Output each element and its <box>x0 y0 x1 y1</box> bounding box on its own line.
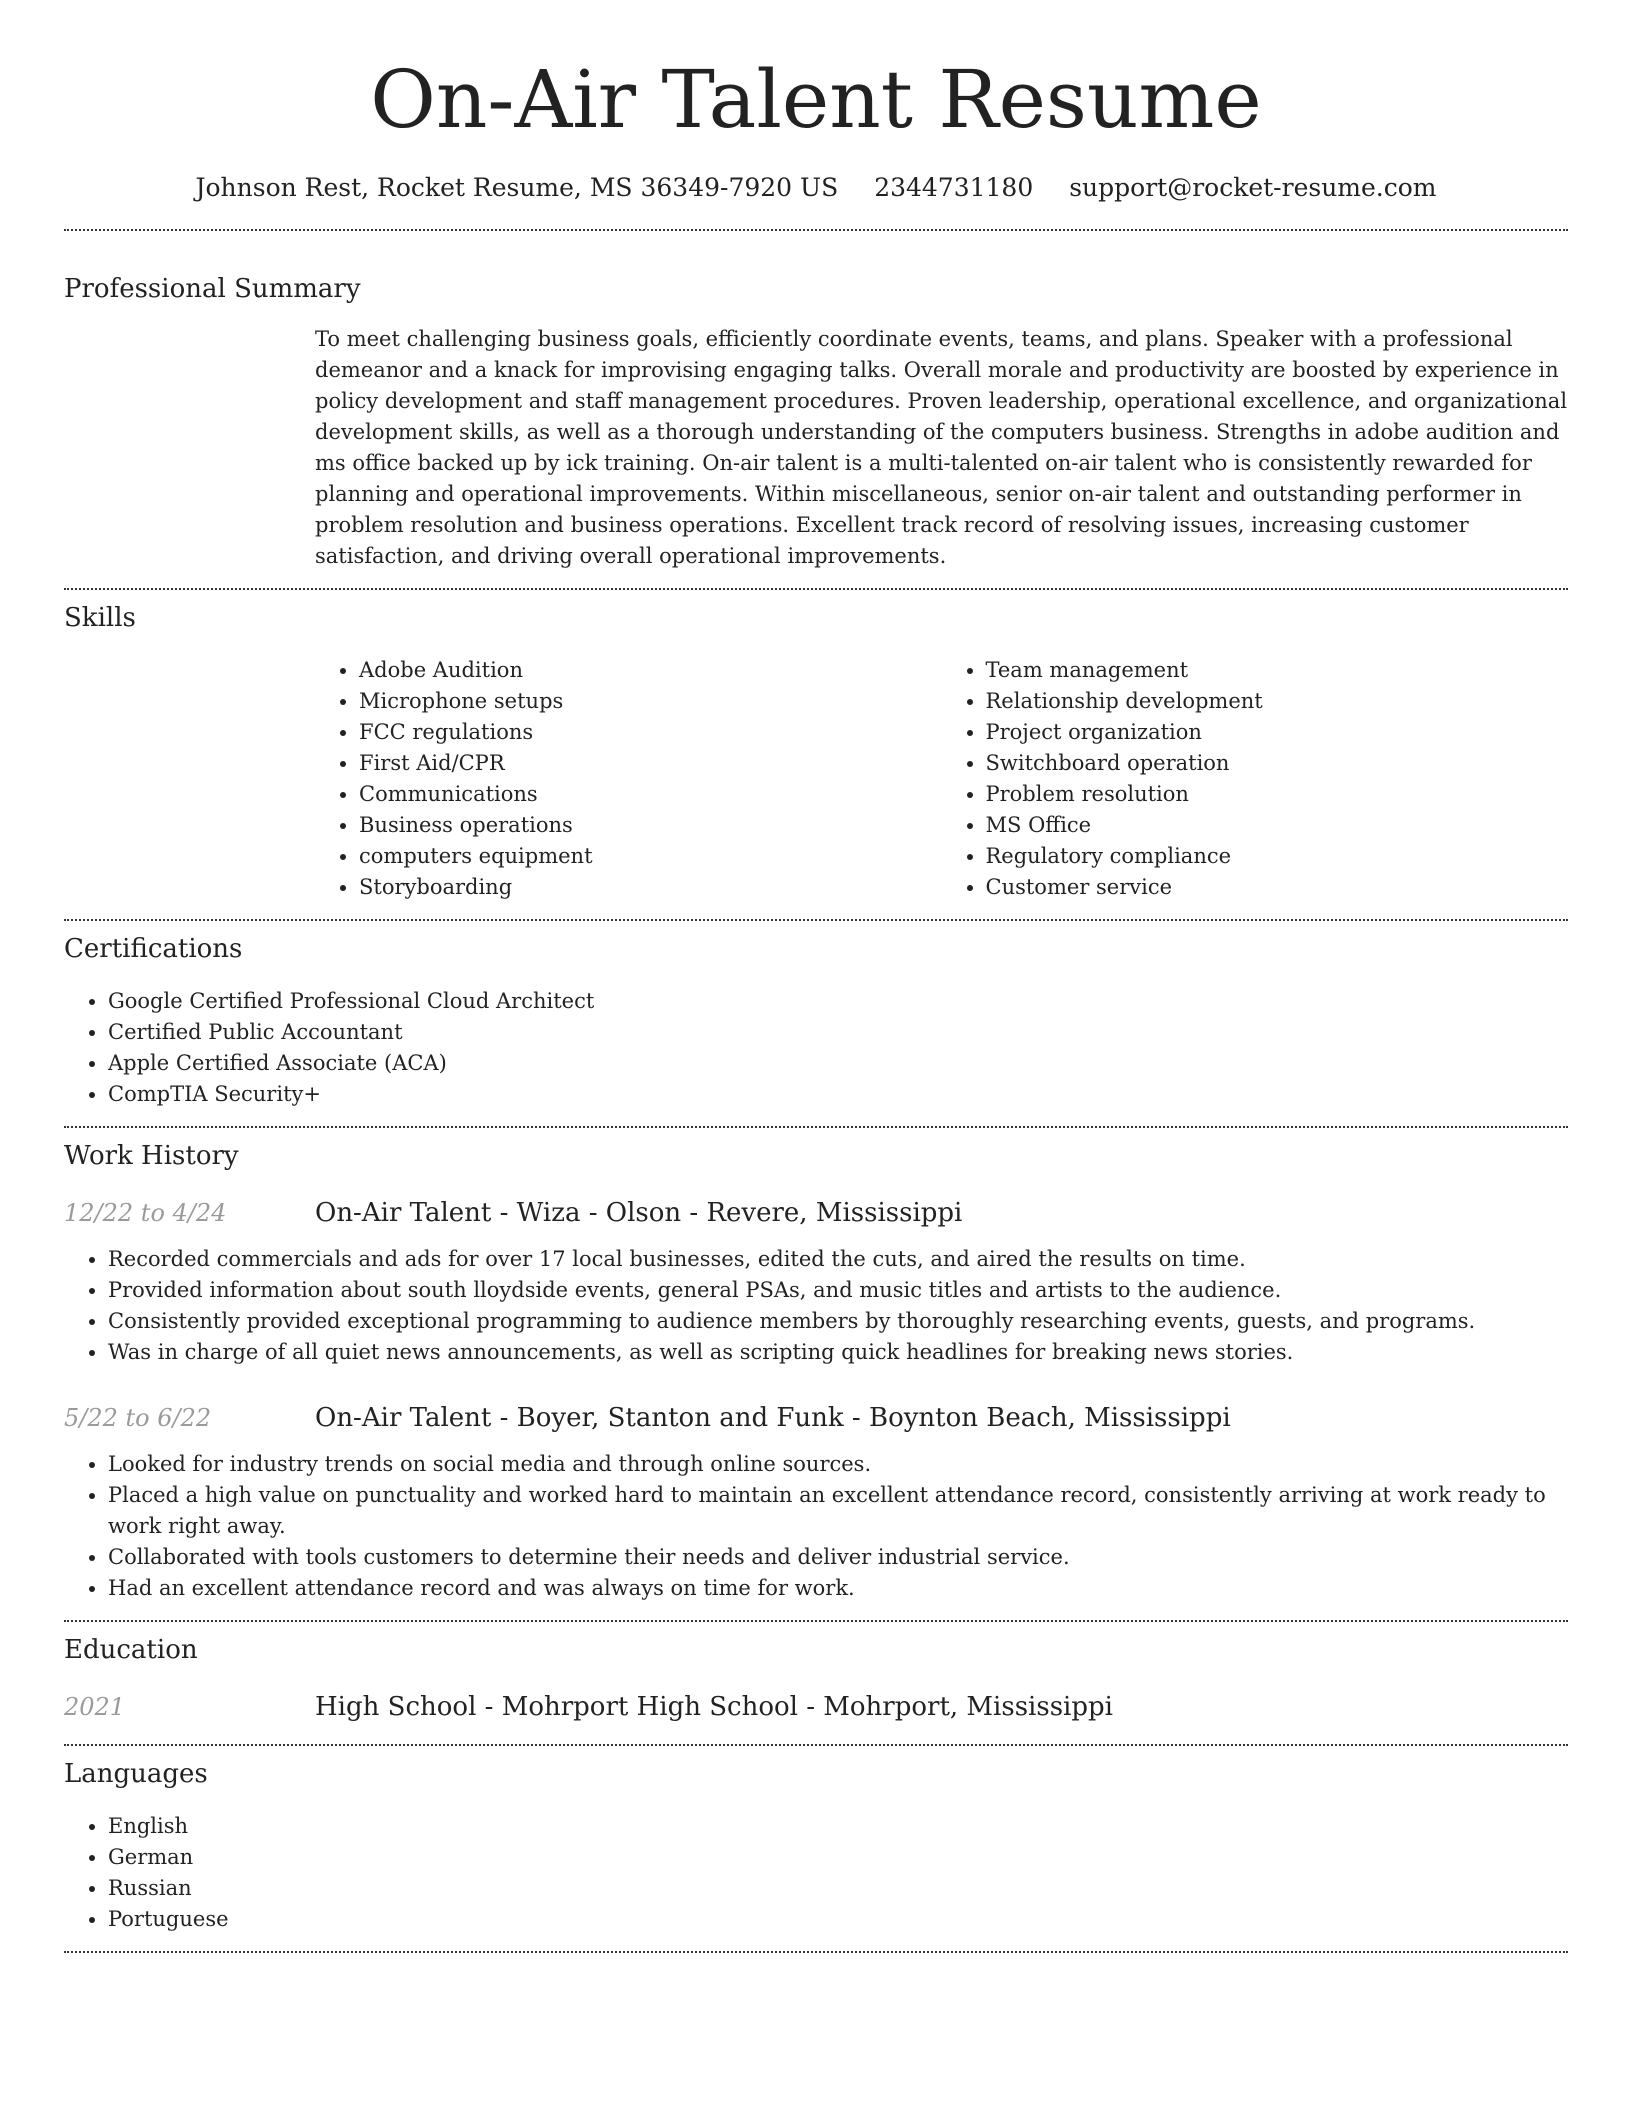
contact-email: support@rocket-resume.com <box>1069 173 1437 202</box>
language-item: • English <box>108 1811 1568 1842</box>
certification-item: • CompTIA Security+ <box>108 1079 1568 1110</box>
job-bullet: • Collaborated with tools customers to determine their needs and deliver industrial service. <box>108 1542 1568 1573</box>
summary-section <box>64 272 1568 572</box>
resume-title: On-Air Talent Resume <box>370 53 1262 146</box>
section-heading-summary: Professional Summary <box>64 274 361 304</box>
resume-page <box>64 0 1568 1953</box>
skills-section <box>64 601 1568 903</box>
skill-item: • Relationship development <box>986 686 1569 717</box>
certifications-list <box>64 986 1568 1110</box>
job-entry <box>64 1401 1568 1604</box>
contact-address: Johnson Rest, Rocket Resume, MS 36349-7920 US <box>195 173 839 202</box>
skills-list-left <box>315 655 942 903</box>
education-entry <box>64 1690 1568 1724</box>
job-bullets <box>64 1244 1568 1368</box>
skill-item: • Business operations <box>359 810 942 841</box>
skill-item: • Adobe Audition <box>359 655 942 686</box>
job-entry <box>64 1196 1568 1368</box>
job-bullet: • Was in charge of all quiet news announcements, as well as scripting quick headlines for breaking news stories. <box>108 1337 1568 1368</box>
skill-item: • Project organization <box>986 717 1569 748</box>
job-header <box>64 1196 1568 1230</box>
divider <box>64 1744 1568 1746</box>
section-heading-languages: Languages <box>64 1759 208 1789</box>
education-year: 2021 <box>64 1693 126 1721</box>
skill-item: • MS Office <box>986 810 1569 841</box>
contact-line <box>64 168 1568 208</box>
skill-item: • Storyboarding <box>359 872 942 903</box>
job-title: On-Air Talent - Wiza - Olson - Revere, Mississippi <box>315 1198 963 1228</box>
job-header <box>64 1401 1568 1435</box>
job-title: On-Air Talent - Boyer, Stanton and Funk - Boynton Beach, Mississippi <box>315 1403 1231 1433</box>
skills-columns <box>315 655 1568 903</box>
skill-item: • Switchboard operation <box>986 748 1569 779</box>
job-bullet: • Provided information about south lloydside events, general PSAs, and music titles and artists to the audience. <box>108 1275 1568 1306</box>
job-bullets <box>64 1449 1568 1604</box>
certification-item: • Apple Certified Associate (ACA) <box>108 1048 1568 1079</box>
section-heading-skills: Skills <box>64 603 136 633</box>
job-dates: 12/22 to 4/24 <box>64 1199 227 1227</box>
divider <box>64 1951 1568 1953</box>
skill-item: • First Aid/CPR <box>359 748 942 779</box>
contact-phone: 2344731180 <box>874 173 1034 202</box>
skill-item: • computers equipment <box>359 841 942 872</box>
section-heading-education: Education <box>64 1635 198 1665</box>
job-bullet: • Consistently provided exceptional programming to audience members by thoroughly researching events, guests, and programs. <box>108 1306 1568 1337</box>
language-item: • Russian <box>108 1873 1568 1904</box>
divider <box>64 229 1568 231</box>
skill-item: • Customer service <box>986 872 1569 903</box>
divider <box>64 588 1568 590</box>
certification-item: • Google Certified Professional Cloud Architect <box>108 986 1568 1017</box>
education-section <box>64 1633 1568 1724</box>
skill-item: • FCC regulations <box>359 717 942 748</box>
job-bullet: • Recorded commercials and ads for over 17 local businesses, edited the cuts, and aired the results on time. <box>108 1244 1568 1275</box>
section-heading-certifications: Certifications <box>64 934 243 964</box>
language-item: • Portuguese <box>108 1904 1568 1935</box>
job-dates: 5/22 to 6/22 <box>64 1404 212 1432</box>
skill-item: • Regulatory compliance <box>986 841 1569 872</box>
job-bullet: • Looked for industry trends on social media and through online sources. <box>108 1449 1568 1480</box>
skill-item: • Problem resolution <box>986 779 1569 810</box>
education-title: High School - Mohrport High School - Mohrport, Mississippi <box>315 1692 1113 1722</box>
skill-item: • Microphone setups <box>359 686 942 717</box>
divider <box>64 1620 1568 1622</box>
certification-item: • Certified Public Accountant <box>108 1017 1568 1048</box>
summary-text: To meet challenging business goals, efficiently coordinate events, teams, and plans. Speaker with a professional demeanor and a knack for improvising engaging talks. Overall morale and productivity are boosted by experience in policy development and staff management procedures. Proven leadership, operational excellence, and organizational development skills, as well as a thorough understanding of the computers business. Strengths in adobe audition and ms office backed up by ick training. On-air talent is a multi-talented on-air talent who is consistently rewarded for planning and operational improvements. Within miscellaneous, senior on-air talent and outstanding performer in problem resolution and business operations. Excellent track record of resolving issues, increasing customer satisfaction, and driving overall operational improvements. <box>315 327 1568 568</box>
certifications-section <box>64 932 1568 1110</box>
skill-item: • Team management <box>986 655 1569 686</box>
skills-list-right <box>942 655 1569 903</box>
divider <box>64 919 1568 921</box>
job-bullet: • Placed a high value on punctuality and worked hard to maintain an excellent attendance record, consistently arriving at work ready to work right away. <box>108 1480 1568 1542</box>
job-bullet: • Had an excellent attendance record and was always on time for work. <box>108 1573 1568 1604</box>
languages-section <box>64 1757 1568 1935</box>
languages-list <box>64 1811 1568 1935</box>
language-item: • German <box>108 1842 1568 1873</box>
divider <box>64 1126 1568 1128</box>
work-history-section <box>64 1139 1568 1604</box>
section-heading-work: Work History <box>64 1141 239 1171</box>
skill-item: • Communications <box>359 779 942 810</box>
